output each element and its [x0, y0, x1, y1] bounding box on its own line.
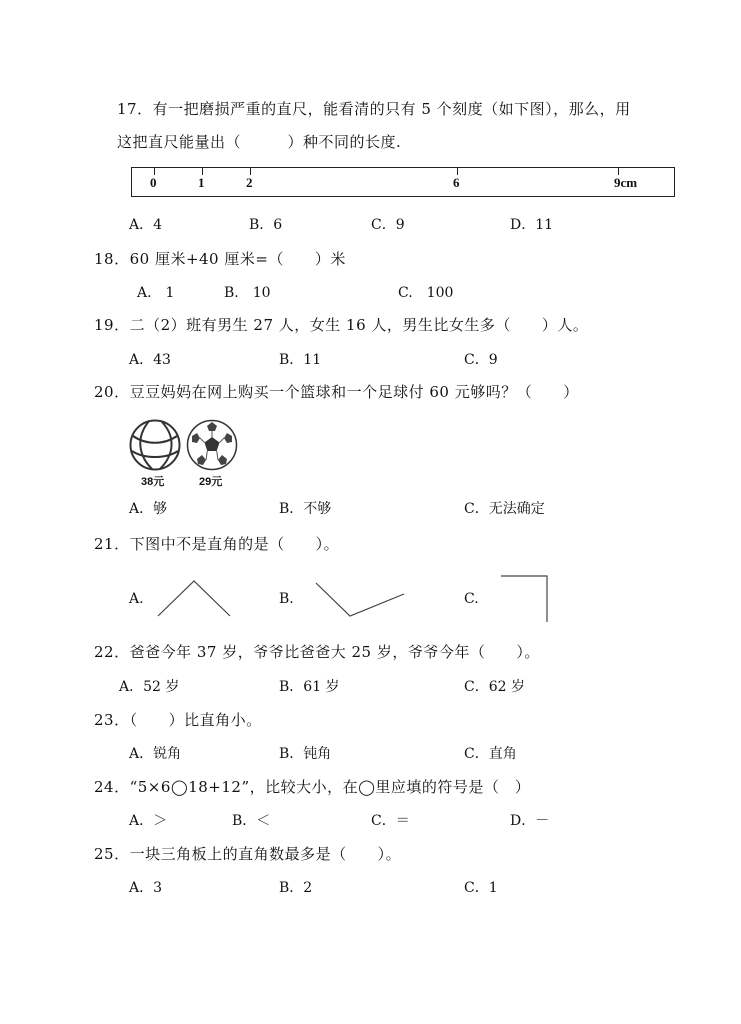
q21-option-b[interactable]: B. [279, 591, 294, 607]
q24-option-c[interactable]: C．＝ [371, 813, 410, 829]
ruler-tick [154, 167, 155, 175]
q18-option-c[interactable]: C. 100 [398, 285, 454, 301]
q22-option-c[interactable]: C．62 岁 [464, 679, 525, 695]
q23-option-a[interactable]: A．锐角 [129, 746, 182, 762]
q20-option-b[interactable]: B．不够 [279, 501, 332, 517]
q22-stem: 22．爸爸今年 37 岁，爷爷比爸爸大 25 岁，爷爷今年（ ）。 [94, 643, 540, 661]
ruler-label-9cm: 9cm [614, 175, 638, 190]
ruler-label-2: 2 [246, 175, 253, 190]
angle-figure-a [150, 575, 240, 620]
q17-stem-line2: 这把直尺能量出（ ）种不同的长度. [117, 133, 402, 151]
basketball-price: 38元 [141, 476, 165, 488]
angle-figure-b [310, 578, 410, 618]
q25-option-a[interactable]: A．3 [129, 880, 163, 896]
ruler-tick [618, 167, 619, 175]
q19-option-a[interactable]: A．43 [129, 352, 171, 368]
q24-stem: 24．“5×6◯18+12”，比较大小，在◯里应填的符号是（ ） [94, 778, 531, 796]
q17-option-d[interactable]: D．11 [510, 217, 554, 233]
angle-figure-c [495, 572, 555, 628]
q23-option-c[interactable]: C．直角 [464, 746, 517, 762]
q23-option-b[interactable]: B．钝角 [279, 746, 332, 762]
q22-option-b[interactable]: B．61 岁 [279, 679, 340, 695]
q17-option-b[interactable]: B．6 [249, 217, 283, 233]
q17-option-a[interactable]: A．4 [129, 217, 163, 233]
q21-option-a[interactable]: A. [129, 591, 144, 607]
q24-option-a[interactable]: A．＞ [129, 813, 168, 829]
q20-option-a[interactable]: A．够 [129, 501, 168, 517]
q23-stem: 23．（ ）比直角小。 [94, 711, 262, 729]
ruler-tick [457, 167, 458, 175]
q18-option-a[interactable]: A. 1 [137, 285, 175, 301]
q24-option-b[interactable]: B．＜ [232, 813, 271, 829]
q19-option-c[interactable]: C．9 [464, 352, 498, 368]
q18-option-b[interactable]: B. 10 [224, 285, 271, 301]
ruler-tick [202, 167, 203, 175]
q20-stem: 20．豆豆妈妈在网上购买一个篮球和一个足球付 60 元够吗？（ ） [94, 383, 579, 401]
q19-stem: 19．二（2）班有男生 27 人，女生 16 人，男生比女生多（ ）人。 [94, 316, 589, 334]
q22-option-a[interactable]: A．52 岁 [119, 679, 180, 695]
ruler-tick [250, 167, 251, 175]
q21-stem: 21．下图中不是直角的是（ ）。 [94, 535, 340, 553]
q17-stem-line1: 17．有一把磨损严重的直尺，能看清的只有 5 个刻度（如下图），那么，用 [117, 100, 631, 118]
q25-option-b[interactable]: B．2 [279, 880, 313, 896]
q24-option-d[interactable]: D．－ [510, 813, 550, 829]
ruler-label-1: 1 [198, 175, 205, 190]
ruler-label-6: 6 [453, 175, 460, 190]
q25-option-c[interactable]: C．1 [464, 880, 498, 896]
ruler-label-0: 0 [150, 175, 157, 190]
football-icon [186, 419, 238, 471]
q21-option-c[interactable]: C. [464, 591, 479, 607]
q18-stem: 18．60 厘米+40 厘米=（ ）米 [94, 250, 346, 268]
football-price: 29元 [199, 476, 223, 488]
q19-option-b[interactable]: B．11 [279, 352, 322, 368]
q17-option-c[interactable]: C．9 [371, 217, 405, 233]
ruler-figure [131, 167, 675, 197]
q25-stem: 25．一块三角板上的直角数最多是（ ）。 [94, 845, 402, 863]
basketball-icon [128, 419, 182, 471]
q20-option-c[interactable]: C．无法确定 [464, 501, 545, 517]
